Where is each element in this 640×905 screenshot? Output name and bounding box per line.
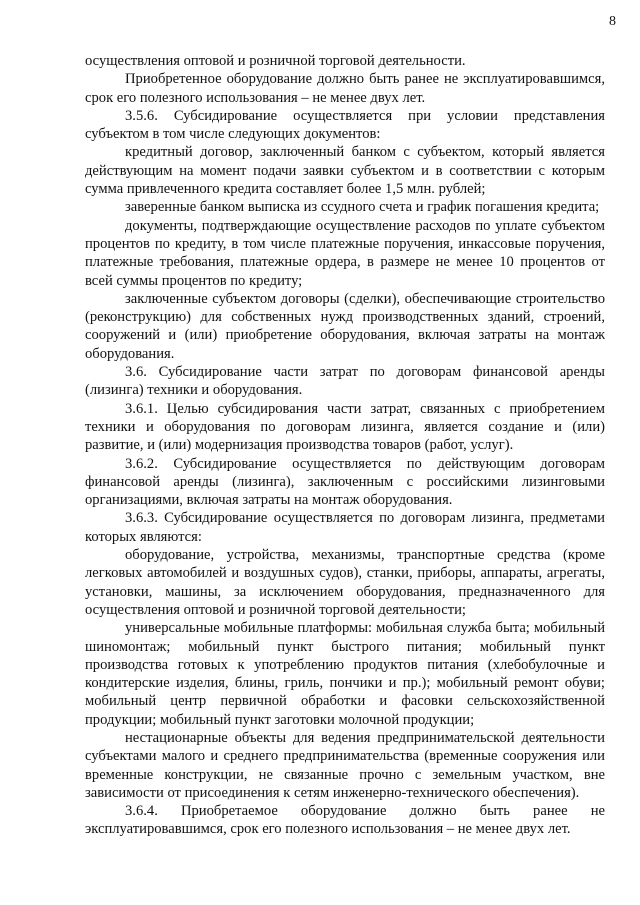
document-body xyxy=(85,52,605,839)
paragraph-list-item: заверенные банком выписка из ссудного счета и график погашения кредита; xyxy=(125,199,600,216)
paragraph-clause-3-6: 3.6. Субсидирование части затрат по договорам финансовой аренды (лизинга) техники и оборудования. xyxy=(85,364,605,399)
paragraph: Приобретенное оборудование должно быть ранее не эксплуатировавшимся, срок его полезного использования – не менее двух лет. xyxy=(85,71,605,106)
paragraph-clause-3-6-2: 3.6.2. Субсидирование осуществляется по действующим договорам финансовой аренды (лизинга), заключенным с российскими лизинговыми организациями, включая затраты на монтаж оборудования. xyxy=(85,455,605,509)
paragraph-list-item: оборудование, устройства, механизмы, транспортные средства (кроме легковых автомобилей и воздушных судов), станки, приборы, аппараты, агрегаты, установки, машины, за исключением оборудования, предназначенного для осуществления оптовой и розничной торговой деятельности; xyxy=(85,547,605,618)
paragraph-list-item: нестационарные объекты для ведения предпринимательской деятельности субъектами малого и среднего предпринимательства (временные сооружения или временные конструкции, не связанные прочно с земельным участком, вне зависимости от присоединения к сетям инженерно-технического обеспечения). xyxy=(85,729,605,801)
page-number: 8 xyxy=(609,14,616,29)
paragraph-list-item: заключенные субъектом договоры (сделки), обеспечивающие строительство (реконструкцию) для собственных нужд производственных зданий, строений, сооружений и (или) приобретение оборудования, включая затраты на монтаж оборудования. xyxy=(85,290,605,362)
paragraph-clause-3-5-6: 3.5.6. Субсидирование осуществляется при условии представления субъектом в том числе следующих документов: xyxy=(85,107,605,143)
paragraph-clause-3-6-3: 3.6.3. Субсидирование осуществляется по договорам лизинга, предметами которых являются: xyxy=(85,510,605,545)
paragraph-list-item: кредитный договор, заключенный банком с субъектом, который является действующим на момент подачи заявки субъектом и в соответствии с которым сумма привлеченного кредита составляет более 1,5 млн. рублей; xyxy=(85,144,605,198)
paragraph-continuation: осуществления оптовой и розничной торговой деятельности. xyxy=(85,53,466,69)
paragraph-clause-3-6-4: 3.6.4. Приобретаемое оборудование должно быть ранее не эксплуатировавшимся, срок его полезного использования – не менее двух лет. xyxy=(85,803,605,838)
paragraph-list-item: универсальные мобильные платформы: мобильная служба быта; мобильный шиномонтаж; мобильный пункт быстрого питания; мобильный пункт производства готовых к употреблению продуктов питания (хлебобулочные и кондитерские изделия, блины, гриль, пончики и пр.); мобильный ремонт обуви; мобильный центр первичной обработки и фасовки сельскохозяйственной продукции; мобильный пункт заготовки молочной продукции; xyxy=(85,620,605,728)
paragraph-clause-3-6-1: 3.6.1. Целью субсидирования части затрат, связанных с приобретением техники и оборудования по договорам лизинга, является создание и (или) развитие, и (или) модернизация производства товаров (работ, услуг). xyxy=(85,400,605,454)
paragraph-list-item: документы, подтверждающие осуществление расходов по уплате субъектом процентов по кредиту, в том числе платежные поручения, инкассовые поручения, платежные требования, платежные ордера, в размере не менее 10 процентов от всей суммы процентов по кредиту; xyxy=(85,217,605,289)
